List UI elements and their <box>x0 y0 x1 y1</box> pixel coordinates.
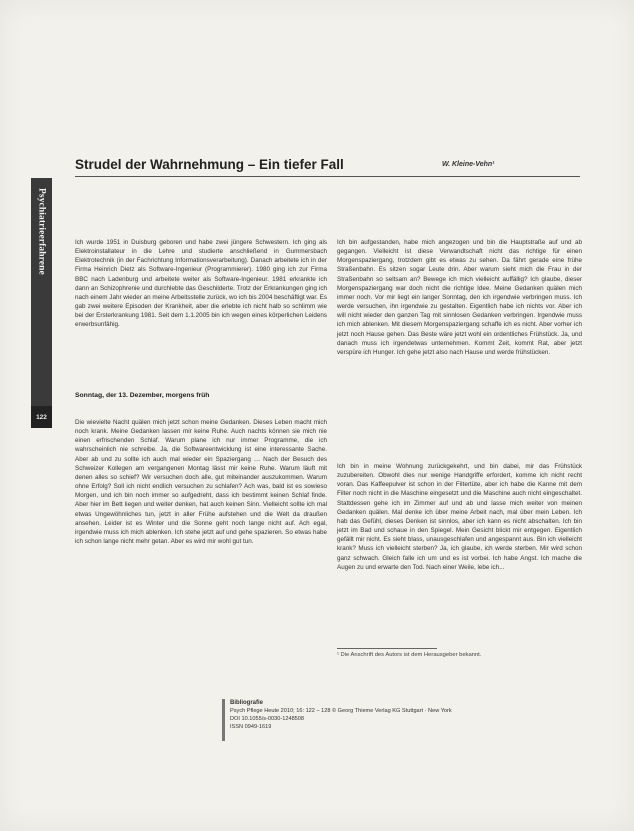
entry-paragraph: Die wievielte Nacht quälen mich jetzt schon meine Gedanken. Dieses Leben macht mich noch krank. Meine Gedanken lassen mir keine Ruhe. Auch nachts können sie mich nie einen erfrischenden Schlaf. Warum plane ich nur immer Programme, die ich wahrscheinlich nie schreibe. Ja, die Softwareentwicklung ist eine interessante Sache. Aber ab und zu sollte ich auch mal wieder ein Spaziergang … Nach der Besuch des Schweizer Kollegen am vergangenen Montag lässt mir keine Ruhe. Warum läuft mit denen alles so schief? Wir versuchen doch alle, gut miteinander auszukommen. Warum ohne Erfolg? Soll ich nicht endlich versuchen zu schlafen? Ach was, bald ist es sowieso Morgen, und ich bin noch immer so aufgedreht, dass ich bestimmt keinen Schlaf finde. Aber hier im Bett liegen und weiter denken, hat auch keinen Sinn. Vielleicht sollte ich mal etwas Ungewöhnliches tun, jetzt in aller Frühe aufstehen und die Welt da draußen ansehen. Leider ist es Winter und die Sonne geht noch lange nicht auf. Ach egal, irgendwie muss ich mich ablenken. Ich stehe jetzt auf und gehe spazieren. So etwas habe ich schon lange nicht mehr getan. Aber es wird mir wohl gut tun. <box>75 419 327 546</box>
article-author: W. Kleine-Vehn¹ <box>442 161 495 168</box>
intro-column <box>75 238 327 330</box>
bibliography-bar <box>222 699 225 741</box>
section-tab-label: Psychiatrieerfahrene <box>36 188 47 275</box>
footnote: ¹ Die Anschrift des Autors ist dem Herausgeber bekannt. <box>337 652 482 658</box>
bibliography-line: DOI 10.1055/s-0030-1248508 <box>230 716 305 722</box>
right-paragraph-2: Ich bin in meine Wohnung zurückgekehrt, und bin dabei, mir das Frühstück zuzubereiten. Obwohl dies nur wenige Handgriffe erfordert, komme ich nicht recht voran. Das Kaffeepulver ist schon in der Filtertüte, aber ich habe die Kanne mit dem Filter noch nicht in die Maschine eingesetzt und die Maschine auch nicht eingeschaltet. Stattdessen gehe ich im Zimmer auf und ab und lasse mich weiter von meinen Gedanken quälen. Mal denke ich über meine Arbeit nach, mal über mein Leben. Ich hab das Gefühl, dieses Denken ist sinnlos, aber ich kann es nicht abschalten. Ich bin jetzt im Bad und schaue in den Spiegel. Mein Gesicht blickt mir entgegen. Eigentlich gefällt mir nicht. Es sieht blass, unausgeschlafen und angespannt aus. Bin ich vielleicht krank? Muss ich vielleicht sterben? Ja, ich glaube, ich werde sterben. Mir wird schon ganz schwach. Gleich falle ich um und es ist vorbei. Ich habe Angst. Ich mache die Augen zu und erwarte den Tod. Nach einer Weile, lebe ich... <box>337 463 582 571</box>
bibliography-title: Bibliografie <box>230 700 264 706</box>
right-column-bottom <box>337 462 582 572</box>
article-title: Strudel der Wahrnehmung – Ein tiefer Fall <box>75 157 344 172</box>
intro-paragraph: Ich wurde 1951 in Duisburg geboren und habe zwei jüngere Schwestern. Ich ging als Elektroinstallateur in die Lehre und studierte anschließend in Gummersbach Elektrotechnik (in der Fachrichtung Informationsverarbeitung). Danach arbeitete ich in der Firma Heinrich Dietz als Software-Ingenieur (Programmierer). 1980 ging ich zur Firma BBC nach Ladenburg und arbeitete weiter als Software-Ingenieur. 1981 erkrankte ich dann an Schizophrenie und durchlebte das Geschilderte. Trotz der Erkrankungen ging ich nach einem Jahr wieder an meine Arbeitsstelle zurück, wo ich bis 2004 beschäftigt war. Es gab zwei weitere Episoden der Krankheit, aber die erlebte ich nicht halb so schlimm wie bei der Ersterkrankung 1981. Seit dem 1.1.2005 bin ich wegen eines körperlichen Leidens erwerbsunfähig. <box>75 239 328 329</box>
footnote-rule <box>337 648 437 649</box>
bibliography-line: Psych Pflege Heute 2010; 16: 122 – 128 © Georg Thieme Verlag KG Stuttgart · New York <box>230 708 452 714</box>
section-tab <box>31 178 52 428</box>
entry-heading: Sonntag, der 13. Dezember, morgens früh <box>75 392 210 399</box>
bibliography-box <box>230 699 490 731</box>
entry-column <box>75 418 327 546</box>
right-paragraph-1: Ich bin aufgestanden, habe mich angezogen und bin die Hauptstraße auf und ab gegangen. Vielleicht ist diese Verwandtschaft nicht das richtige für einen Morgenspaziergang, trotzdem gibt es etwas zu sehen. Da fährt gerade eine frühe Straßenbahn. Es sitzen sogar Leute drin. Aber warum sieht mich die Frau in der Straßenbahn so seltsam an? Bewege ich mich vielleicht auffällig? Ich glaube, dieser Morgenspaziergang war doch nicht die richtige Idee. Meine Gedanken quälen mich immer noch. Vor mir liegt ein langer Sonntag, den ich irgendwie verbringen muss. Ich werde versuchen, ihn irgendwie zu gestalten. Eigentlich habe ich nichts vor. Aber ich will nicht wieder den ganzen Tag mit sinnlosen Gedanken verbringen. Irgendwie muss ich mich ablenken. Mit diesem Morgenspaziergang schaffe ich es nicht. Aber vorher ich jetzt noch Hause gehen. Das Beste wäre jetzt wohl ein ordentliches Frühstück. Ja, und danach muss ich irgendetwas unternehmen. Kommt Zeit, kommt Rat, aber jetzt verspüre ich Hunger. Ich gehe jetzt also nach Hause und werde frühstücken. <box>337 239 582 356</box>
bibliography-line: ISSN 0949-1619 <box>230 724 272 730</box>
title-rule <box>75 176 580 177</box>
right-column-top <box>337 238 582 357</box>
page-number: 122 <box>31 406 52 428</box>
